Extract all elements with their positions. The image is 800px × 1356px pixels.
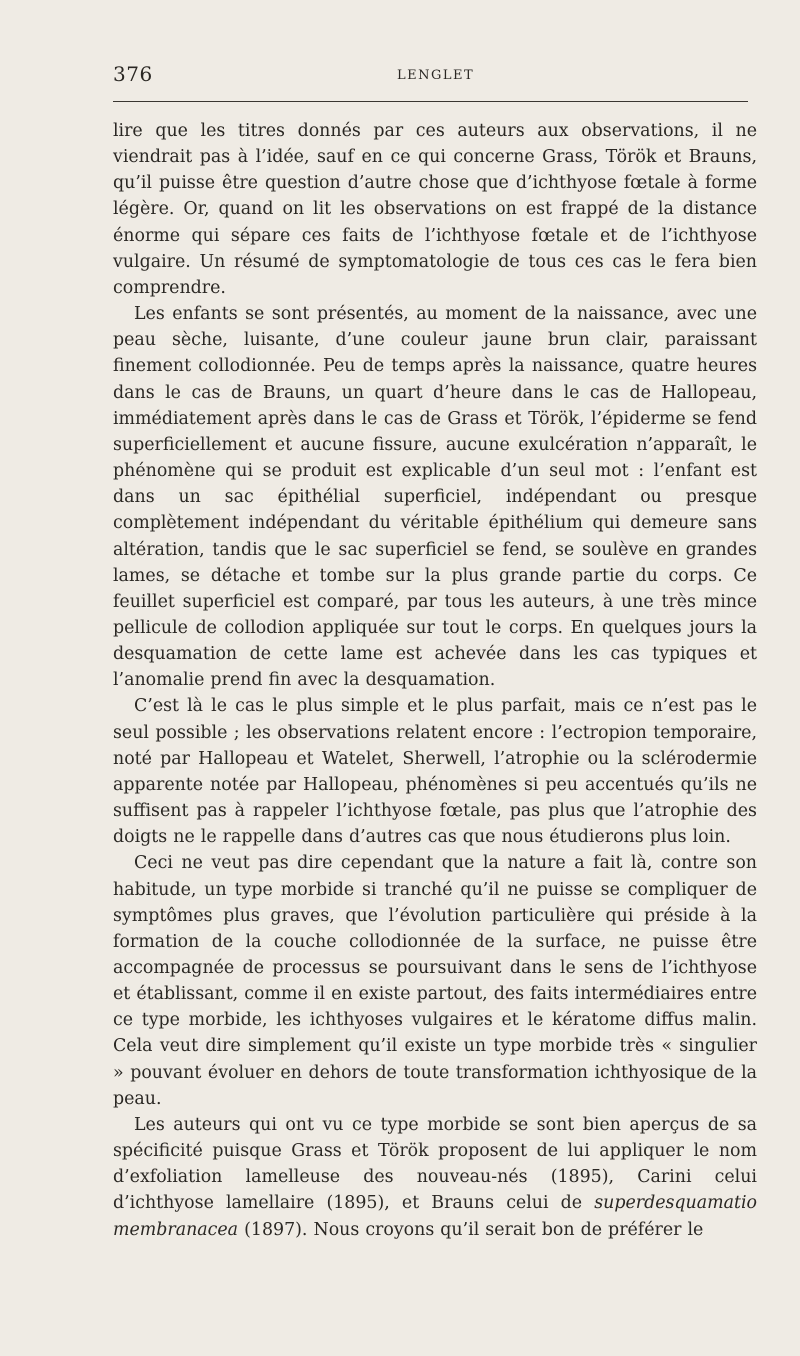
paragraph-5 [113, 1112, 757, 1243]
paragraph-2: Les enfants se sont présentés, au moment de la naissance, avec une peau sèche, luisante, d’une couleur jaune brun clair, paraissant finement collodionnée. Peu de temps après la naissance, quatre heures dans le cas de Brauns, un quart d’heure dans le cas de Hallopeau, immédiatement après dans le cas de Grass et Török, l’épiderme se fend superficiellement et aucune fissure, aucune exulcération n’apparaît, le phénomène qui se produit est explicable d’un seul mot : l’enfant est dans un sac épithélial superficiel, indépendant ou presque complètement indépendant du véritable épithélium qui demeure sans altération, tandis que le sac superficiel se fend, se soulève en grandes lames, se détache et tombe sur la plus grande partie du corps. Ce feuillet superficiel est comparé, par tous les auteurs, à une très mince pellicule de collodion appliquée sur tout le corps. En quelques jours la desquamation de cette lame est achevée dans les cas typiques et l’anomalie prend fin avec la desquamation. [113, 304, 757, 691]
paragraph-3: C’est là le cas le plus simple et le plus parfait, mais ce n’est pas le seul possible ; les observations relatent encore : l’ectropion temporaire, noté par Hallopeau et Watelet, Sherwell, l’atrophie ou la sclérodermie apparente notée par Hallopeau, phénomènes si peu accentués qu’ils ne suffisent pas à rappeler l’ichthyose fœtale, pas plus que l’atrophie des doigts ne le rappelle dans d’autres cas que nous étudierons plus loin. [113, 696, 757, 848]
body-text [113, 118, 757, 1243]
paragraph-5-italic-term: superdesquamatio membranacea [113, 1193, 757, 1240]
header-rule [113, 101, 748, 102]
paragraph-5-text-after: (1897). Nous croyons qu’il serait bon de préférer le [238, 1219, 704, 1240]
page-number: 376 [113, 62, 153, 86]
paragraph-5-text-before: Les auteurs qui ont vu ce type morbide se sont bien aperçus de sa spécificité puisque Grass et Török proposent de lui appliquer le nom d’exfoliation lamelleuse des nouveau-nés (1895), Carini celui d’ichthyose lamellaire (1895), et Brauns celui de [113, 1114, 757, 1214]
running-title: LENGLET [397, 68, 475, 83]
running-head [113, 62, 748, 92]
paragraph-4: Ceci ne veut pas dire cependant que la nature a fait là, contre son habitude, un type morbide si tranché qu’il ne puisse se compliquer de symptômes plus graves, que l’évolution particulière qui préside à la formation de la couche collodionnée de la surface, ne puisse être accompagnée de processus se poursuivant dans le sens de l’ichthyose et établissant, comme il en existe partout, des faits intermédiaires entre ce type morbide, les ichthyoses vulgaires et le kératome diffus malin. Cela veut dire simplement qu’il existe un type morbide très « singulier » pouvant évoluer en dehors de toute transformation ichthyosique de la peau. [113, 853, 757, 1109]
paragraph-1: lire que les titres donnés par ces auteurs aux observations, il ne viendrait pas à l’idée, sauf en ce qui concerne Grass, Török et Brauns, qu’il puisse être question d’autre chose que d’ichthyose fœtale à forme légère. Or, quand on lit les observations on est frappé de la distance énorme qui sépare ces faits de l’ichthyose fœtale et de l’ichthyose vulgaire. Un résumé de symptomatologie de tous ces cas le fera bien comprendre. [113, 121, 757, 298]
